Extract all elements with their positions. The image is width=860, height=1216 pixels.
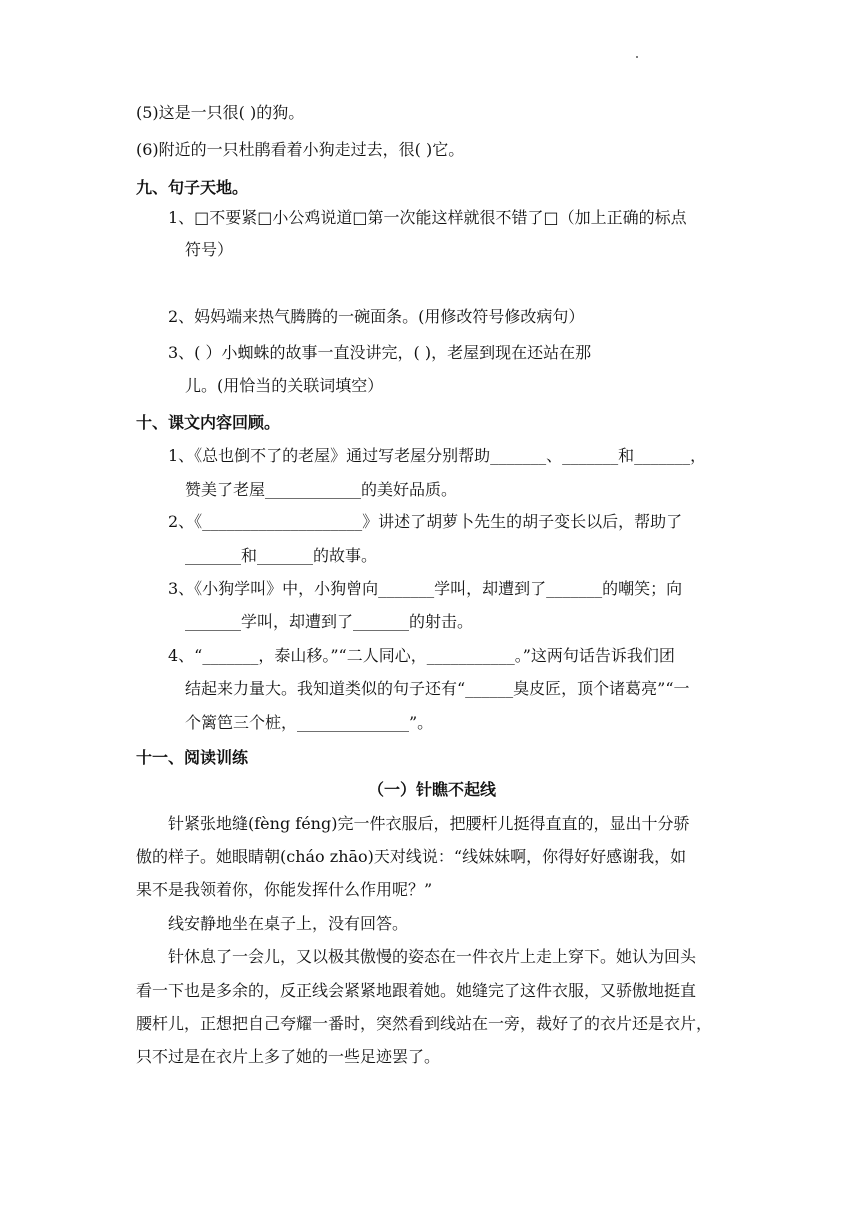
paragraph-3-line-3: 腰杆儿，正想把自己夸耀一番时，突然看到线站在一旁，裁好了的衣片还是衣片， [136, 1014, 713, 1033]
page-dot [636, 56, 638, 58]
section-10-item-2-cont: _______和_______的故事。 [185, 546, 378, 565]
paragraph-3-line-4: 只不过是在衣片上多了她的一些足迹罢了。 [136, 1047, 441, 1066]
question-6: (6)附近的一只杜鹃看着小狗走过去，很( )它。 [136, 140, 465, 159]
section-10-item-3: 3、《小狗学叫》中，小狗曾向_______学叫，却遭到了_______的嘲笑；向 [168, 579, 683, 598]
paragraph-1-line-2: 傲的样子。她眼睛朝(cháo zhāo)天对线说：“线妹妹啊，你得好好感谢我，如 [136, 847, 687, 866]
paragraph-3-line-2: 看一下也是多余的，反正线会紧紧地跟着她。她缝完了这件衣服，又骄傲地挺直 [136, 981, 697, 1000]
section-10-item-4-cont-2: 个篱笆三个桩，______________”。 [185, 713, 434, 732]
section-11-heading: 十一、阅读训练 [136, 748, 249, 767]
section-9-item-1-cont: 符号） [185, 240, 234, 259]
section-10-item-2: 2、《____________________》讲述了胡萝卜先生的胡子变长以后，帮助了 [168, 512, 683, 531]
section-10-heading: 十、课文内容回顾。 [136, 413, 281, 432]
section-10-item-4: 4、“_______，泰山移。”“二人同心，___________。”这两句话告诉我们团 [168, 646, 675, 665]
section-9-item-3-cont: 儿。(用恰当的关联词填空） [185, 376, 384, 395]
section-10-item-1: 1、《总也倒不了的老屋》通过写老屋分别帮助_______、_______和_______， [168, 446, 707, 465]
paragraph-2: 线安静地坐在桌子上，没有回答。 [168, 914, 409, 933]
question-5: (5)这是一只很( )的狗。 [136, 103, 305, 122]
paragraph-1-line-1: 针紧张地缝(fèng féng)完一件衣服后，把腰杆儿挺得直直的，显出十分骄 [168, 814, 690, 833]
section-9-item-1: 1、□不要紧□小公鸡说道□第一次能这样就很不错了□（加上正确的标点 [168, 208, 687, 227]
paragraph-1-line-3: 果不是我领着你，你能发挥什么作用呢？” [136, 880, 433, 899]
section-9-item-3: 3、( ）小蜘蛛的故事一直没讲完，( )，老屋到现在还站在那 [168, 343, 592, 362]
section-10-item-1-cont: 赞美了老屋____________的美好品质。 [185, 480, 458, 499]
section-10-item-4-cont: 结起来力量大。我知道类似的句子还有“______臭皮匠，顶个诸葛亮”“一 [185, 679, 690, 698]
paragraph-3-line-1: 针休息了一会儿，又以极其傲慢的姿态在一件衣片上走上穿下。她认为回头 [168, 947, 697, 966]
section-9-heading: 九、句子天地。 [136, 178, 249, 197]
section-10-item-3-cont: _______学叫，却遭到了_______的射击。 [185, 612, 474, 631]
reading-title: （一）针瞧不起线 [368, 780, 497, 799]
section-9-item-2: 2、妈妈端来热气腾腾的一碗面条。(用修改符号修改病句） [168, 307, 585, 326]
